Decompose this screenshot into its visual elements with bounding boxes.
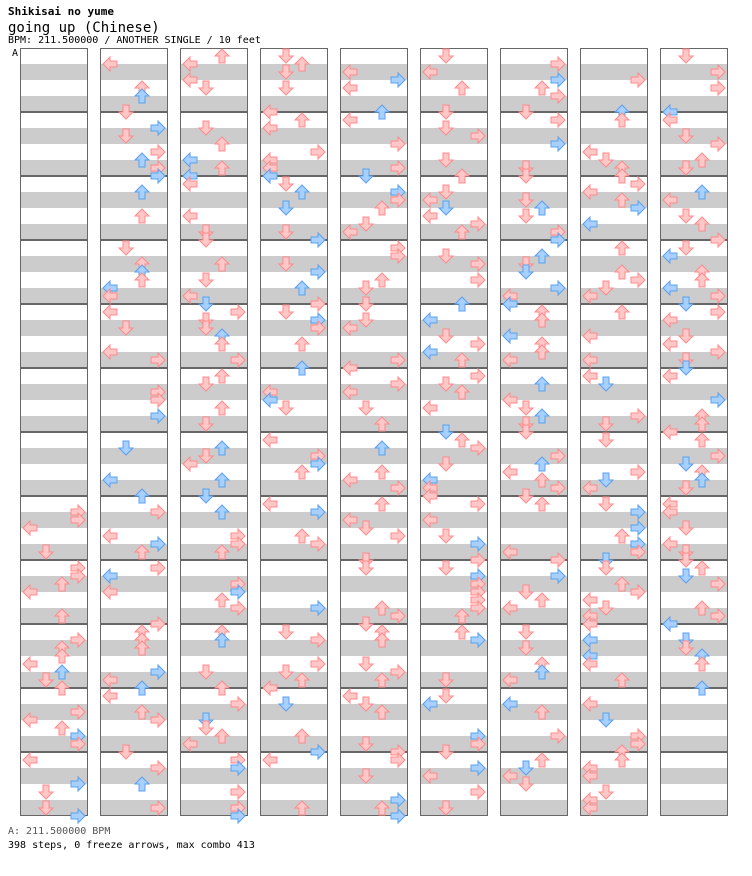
song-title: Shikisai no yume	[8, 5, 114, 18]
footer-stats: 398 steps, 0 freeze arrows, max combo 413	[8, 840, 255, 851]
chart-column	[20, 48, 88, 816]
footer-bpm: A: 211.500000 BPM	[8, 826, 111, 837]
chart-subtitle: going up (Chinese)	[8, 20, 160, 36]
bpm-info: BPM: 211.500000 / ANOTHER SINGLE / 10 feet	[8, 35, 261, 46]
bpm-marker: A	[12, 48, 19, 59]
